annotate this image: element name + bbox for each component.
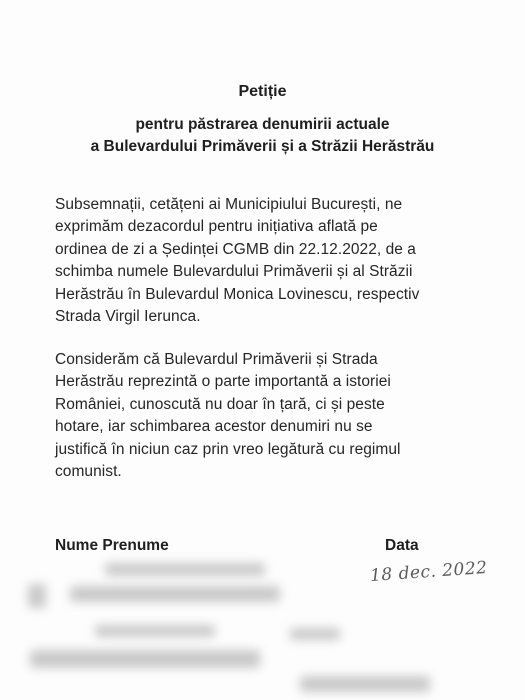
- date-column-header: Data: [385, 537, 419, 554]
- redacted-name: [105, 563, 265, 576]
- redacted-name: [30, 650, 260, 668]
- name-column-header: Nume Prenume: [55, 537, 169, 554]
- paragraph-1-line: schimba numele Bulevardului Primăverii și al Străzii: [55, 263, 413, 281]
- paragraph-2-line: comunist.: [55, 463, 122, 481]
- paragraph-2-line: Considerăm că Bulevardul Primăverii și Strada: [55, 351, 378, 368]
- paragraph-2: [55, 349, 500, 483]
- paragraph-1-line: Strada Virgil Ierunca.: [55, 308, 201, 326]
- redacted-date: [290, 628, 340, 640]
- document-title: Petiție: [238, 83, 287, 100]
- redacted-date: [300, 676, 430, 692]
- paragraph-2-line: hotare, iar schimbarea acestor denumiri nu se: [55, 418, 373, 436]
- document-subtitle-line-2: a Bulevardului Primăverii și a Străzii Herăstrău: [90, 138, 435, 155]
- paragraph-2-line: României, cunoscută nu doar în țară, ci și peste: [55, 395, 385, 413]
- handwritten-date: 18 dec. 2022: [369, 557, 489, 587]
- redacted-name: [95, 625, 215, 637]
- document-subtitle-line-1: pentru păstrarea denumirii actuale: [135, 116, 390, 133]
- paragraph-2-line: Herăstrău reprezintă o parte importantă a istoriei: [55, 373, 391, 391]
- paragraph-1-line: Herăstrău în Bulevardul Monica Lovinescu, respectiv: [55, 285, 420, 303]
- paragraph-1: [55, 194, 500, 328]
- redacted-name: [28, 584, 46, 608]
- paragraph-1-line: ordinea de zi a Ședinței CGMB din 22.12.2022, de a: [55, 240, 416, 258]
- paragraph-2-line: justifică în niciun caz prin vreo legătură cu regimul: [55, 440, 401, 458]
- paragraph-1-line: Subsemnații, cetățeni ai Municipiului București, ne: [55, 196, 403, 213]
- redacted-name: [70, 586, 280, 602]
- paragraph-1-line: exprimăm dezacordul pentru inițiativa aflată pe: [55, 218, 378, 236]
